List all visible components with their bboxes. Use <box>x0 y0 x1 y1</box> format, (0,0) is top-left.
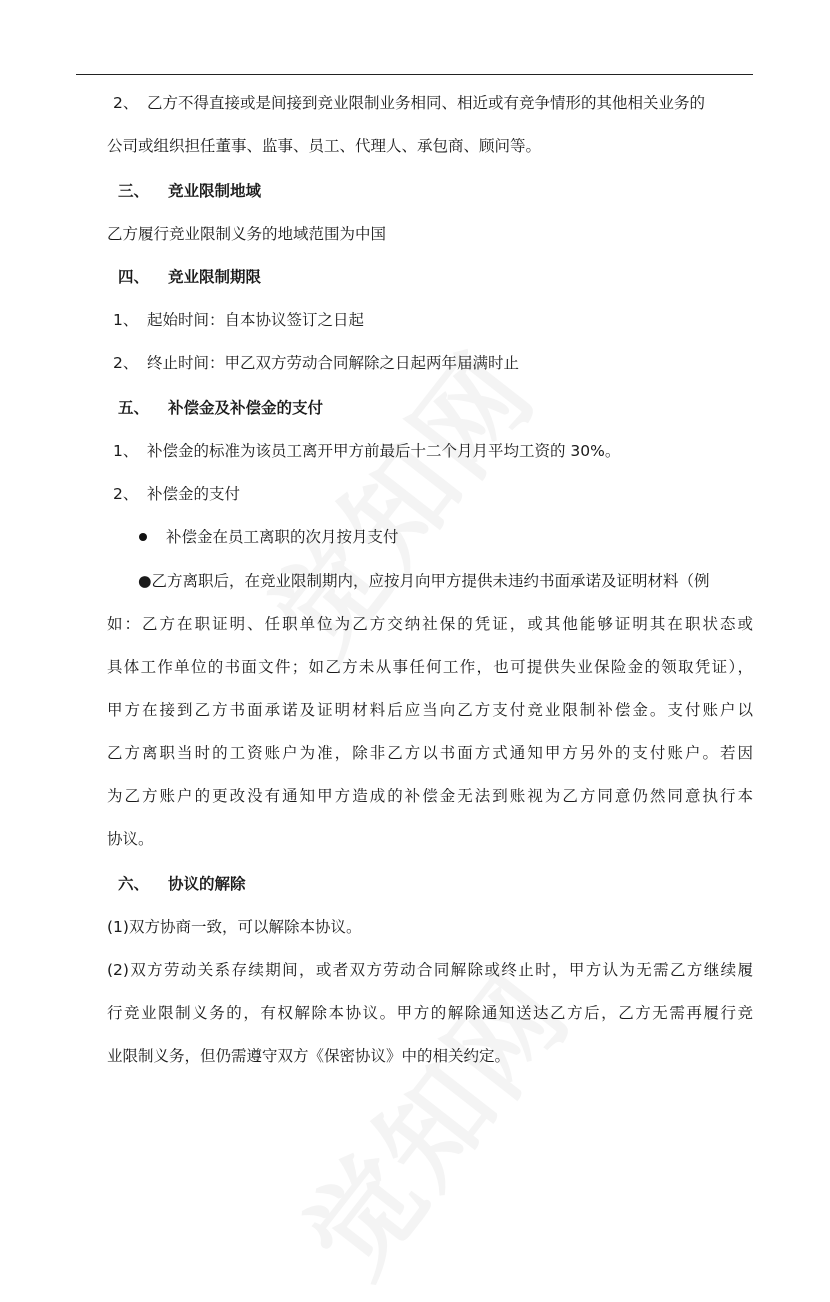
section-5-bullet-2-line-3: 具体工作单位的书面文件；如乙方未从事任何工作，也可提供失业保险金的领取凭证）， <box>107 658 753 676</box>
section-5-bullet-2-line-4: 甲方在接到乙方书面承诺及证明材料后应当向乙方支付竞业限制补偿金。支付账户以 <box>107 701 753 719</box>
para-2-line-2: 公司或组织担任董事、监事、员工、代理人、承包商、顾问等。 <box>107 137 542 155</box>
section-5-item-1-number: 1、 <box>113 442 139 460</box>
section-4-item-2: 终止时间：甲乙双方劳动合同解除之日起两年届满时止 <box>147 354 520 372</box>
section-6-title: 协议的解除 <box>168 875 246 893</box>
section-5-bullet-2-line-7: 协议。 <box>107 830 154 848</box>
section-6-item-2-line-3: 业限制义务，但仍需遵守双方《保密协议》中的相关约定。 <box>107 1047 511 1065</box>
bullet-dot <box>139 533 147 541</box>
section-5-item-1: 补偿金的标准为该员工离开甲方前最后十二个月月平均工资的 30%。 <box>147 442 621 460</box>
section-4-title: 竞业限制期限 <box>168 268 262 286</box>
section-4-item-2-number: 2、 <box>113 354 139 372</box>
section-5-bullet-2-line-2: 如：乙方在职证明、任职单位为乙方交纳社保的凭证，或其他能够证明其在职状态或 <box>107 615 753 633</box>
section-6-number: 六、 <box>118 875 150 893</box>
section-4-item-1-number: 1、 <box>113 311 139 329</box>
section-4-item-1: 起始时间：自本协议签订之日起 <box>147 311 365 329</box>
section-3-number: 三、 <box>118 182 150 200</box>
para-2-number: 2、 <box>113 94 139 112</box>
section-5-bullet-2-line-1: ●乙方离职后，在竞业限制期内，应按月向甲方提供未违约书面承诺及证明材料（例 <box>138 572 710 590</box>
section-6-item-2-line-1: (2)双方劳动关系存续期间，或者双方劳动合同解除或终止时，甲方认为无需乙方继续履 <box>107 961 753 979</box>
section-5-title: 补偿金及补偿金的支付 <box>168 399 324 417</box>
section-3-text: 乙方履行竞业限制义务的地域范围为中国 <box>107 225 387 243</box>
section-5-item-2-number: 2、 <box>113 485 139 503</box>
section-3-title: 竞业限制地域 <box>168 182 262 200</box>
section-5-bullet-2-line-6: 为乙方账户的更改没有通知甲方造成的补偿金无法到账视为乙方同意仍然同意执行本 <box>107 787 753 805</box>
section-4-number: 四、 <box>118 268 150 286</box>
section-5-item-2: 补偿金的支付 <box>147 485 241 503</box>
section-5-number: 五、 <box>118 399 150 417</box>
section-6-item-1: (1)双方协商一致，可以解除本协议。 <box>107 918 362 936</box>
section-5-bullet-2-line-5: 乙方离职当时的工资账户为准，除非乙方以书面方式通知甲方另外的支付账户。若因 <box>107 744 753 762</box>
section-6-item-2-line-2: 行竞业限制义务的，有权解除本协议。甲方的解除通知送达乙方后，乙方无需再履行竞 <box>107 1004 753 1022</box>
section-5-bullet-1: 补偿金在员工离职的次月按月支付 <box>166 528 399 546</box>
para-2-line-1: 乙方不得直接或是间接到竞业限制业务相同、相近或有竞争情形的其他相关业务的 <box>147 94 706 112</box>
